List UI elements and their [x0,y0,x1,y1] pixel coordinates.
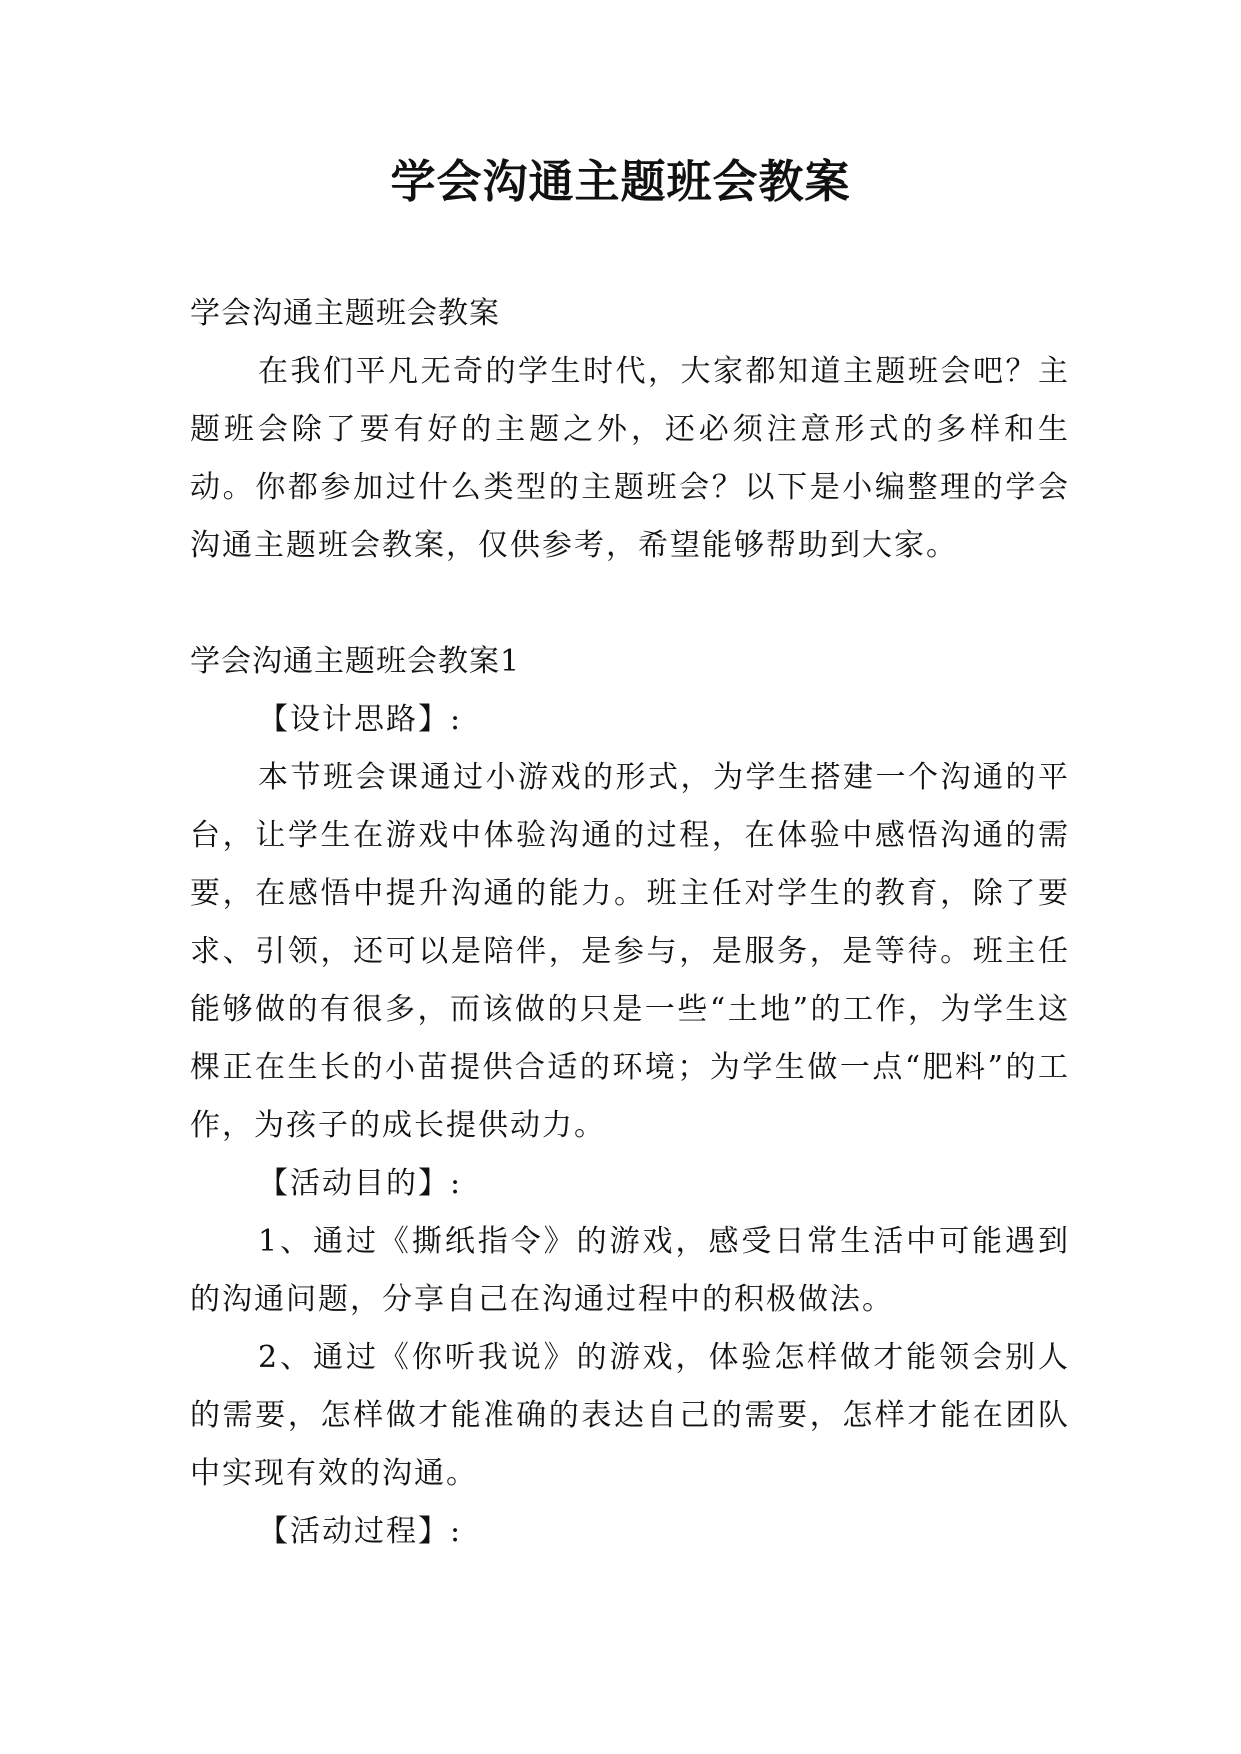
goal-item-2: 2、通过《你听我说》的游戏，体验怎样做才能领会别人的需要，怎样做才能准确的表达自己的需要，怎样才能在团队中实现有效的沟通。 [190,1340,1070,1491]
design-heading: 【设计思路】: [258,702,463,737]
design-paragraph: 本节班会课通过小游戏的形式，为学生搭建一个沟通的平台，让学生在游戏中体验沟通的过程，在体验中感悟沟通的需要，在感悟中提升沟通的能力。班主任对学生的教育，除了要求、引领，还可以是陪伴，是参与，是服务，是等待。班主任能够做的有很多，而该做的只是一些“土地”的工作，为学生这棵正在生长的小苗提供合适的环境；为学生做一点“肥料”的工作，为孩子的成长提供动力。 [190,760,1070,1143]
subtitle: 学会沟通主题班会教案 [190,296,500,331]
goal-heading: 【活动目的】: [258,1166,463,1201]
goal-item-1: 1、通过《撕纸指令》的游戏，感受日常生活中可能遇到的沟通问题，分享自己在沟通过程中的积极做法。 [190,1224,1070,1317]
document-body [190,285,1070,1561]
document-title: 学会沟通主题班会教案 [390,155,851,208]
process-heading: 【活动过程】: [258,1514,463,1549]
section-title: 学会沟通主题班会教案1 [190,644,521,679]
intro-paragraph: 在我们平凡无奇的学生时代，大家都知道主题班会吧？主题班会除了要有好的主题之外，还必须注意形式的多样和生动。你都参加过什么类型的主题班会？以下是小编整理的学会沟通主题班会教案，仅供参考，希望能够帮助到大家。 [190,354,1070,563]
